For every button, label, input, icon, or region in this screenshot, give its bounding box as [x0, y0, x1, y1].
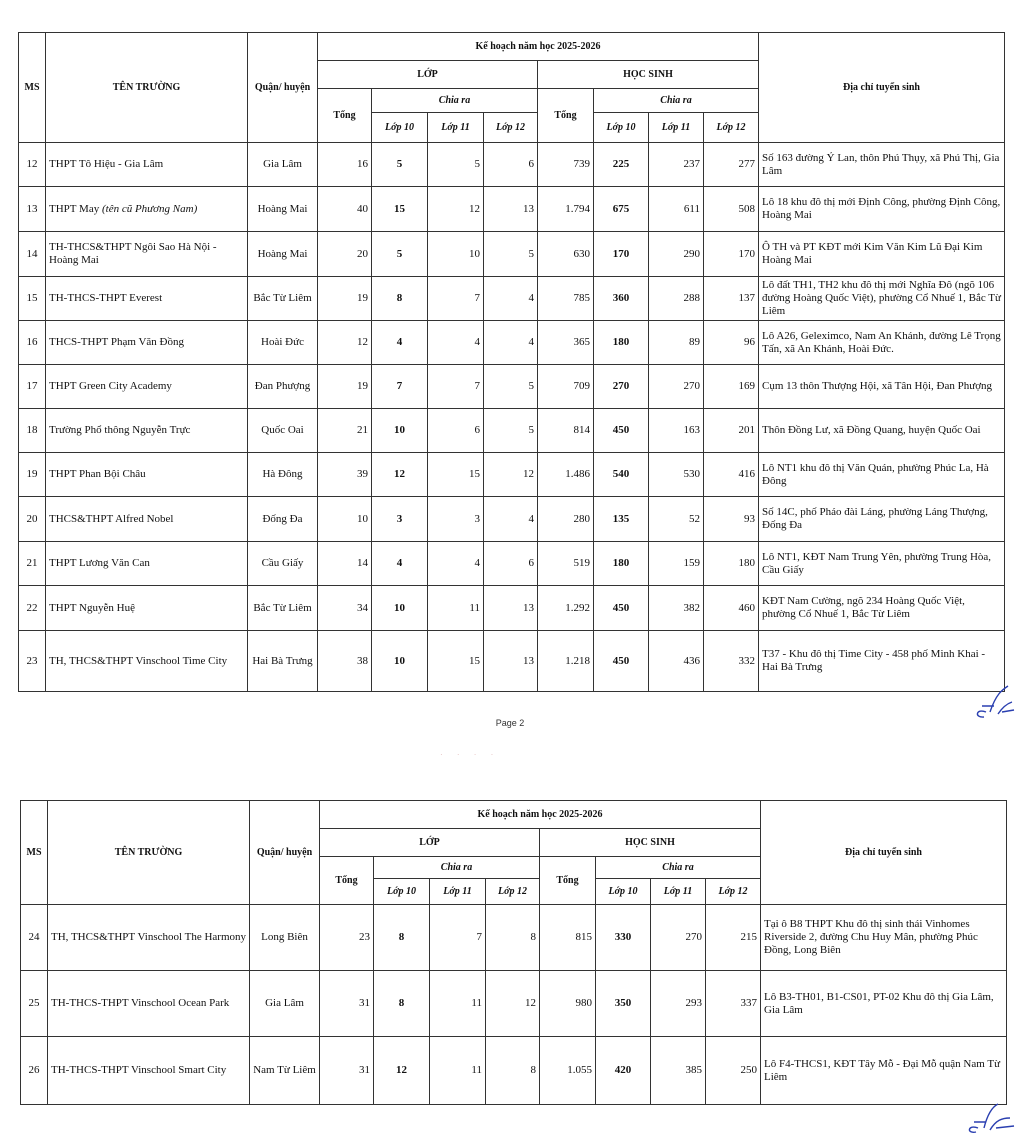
row-class-grade-10: 15 — [372, 187, 428, 232]
header-student-breakdown: Chia ra — [596, 857, 761, 879]
row-class-total: 10 — [318, 497, 372, 542]
row-address: Lô NT1, KĐT Nam Trung Yên, phường Trung Hòa, Cầu Giấy — [759, 542, 1005, 586]
school-name-text: THPT Lương Văn Can — [49, 557, 150, 569]
row-student-total: 785 — [538, 277, 594, 321]
enrollment-table-page-2 — [18, 32, 1005, 692]
row-student-grade-10: 360 — [594, 277, 649, 321]
row-student-grade-11: 270 — [651, 905, 706, 971]
school-name-text: TH-THCS-THPT Vinschool Ocean Park — [51, 997, 230, 1009]
row-class-grade-11: 11 — [430, 971, 486, 1037]
row-school-name — [46, 187, 248, 232]
row-school-name — [48, 905, 250, 971]
school-name-text: THPT Tô Hiệu - Gia Lâm — [49, 158, 164, 170]
row-student-total: 1.055 — [540, 1037, 596, 1105]
row-address: Thôn Đồng Lư, xã Đồng Quang, huyện Quốc Oai — [759, 409, 1005, 453]
row-school-name — [46, 409, 248, 453]
header-student-grade-12: Lớp 12 — [706, 879, 761, 905]
row-class-grade-11: 11 — [430, 1037, 486, 1105]
row-school-name — [46, 453, 248, 497]
row-student-grade-10: 450 — [594, 631, 649, 692]
row-student-grade-11: 611 — [649, 187, 704, 232]
table-row — [19, 631, 1005, 692]
table-row — [19, 277, 1005, 321]
row-district: Long Biên — [250, 905, 320, 971]
header-class-total: Tổng — [318, 89, 372, 143]
row-class-grade-12: 5 — [484, 409, 538, 453]
row-ms: 13 — [19, 187, 46, 232]
row-class-grade-11: 6 — [428, 409, 484, 453]
table-body — [21, 905, 1007, 1105]
row-student-grade-12: 180 — [704, 542, 759, 586]
header-student-grade-11: Lớp 11 — [649, 113, 704, 143]
header-district: Quận/ huyện — [250, 801, 320, 905]
row-class-grade-11: 4 — [428, 321, 484, 365]
row-ms: 14 — [19, 232, 46, 277]
row-student-grade-12: 250 — [706, 1037, 761, 1105]
header-student-grade-10: Lớp 10 — [596, 879, 651, 905]
signature-mark — [968, 684, 1018, 720]
header-students: HỌC SINH — [538, 61, 759, 89]
header-address: Địa chỉ tuyển sinh — [761, 801, 1007, 905]
row-class-grade-12: 4 — [484, 277, 538, 321]
row-class-grade-10: 10 — [372, 631, 428, 692]
row-school-name — [46, 365, 248, 409]
row-student-total: 980 — [540, 971, 596, 1037]
header-class-grade-10: Lớp 10 — [372, 113, 428, 143]
row-class-total: 16 — [318, 143, 372, 187]
row-student-total: 1.218 — [538, 631, 594, 692]
row-district: Bắc Từ Liêm — [248, 277, 318, 321]
row-student-grade-12: 416 — [704, 453, 759, 497]
row-address: Lô B3-TH01, B1-CS01, PT-02 Khu đô thị Gia Lâm, Gia Lâm — [761, 971, 1007, 1037]
row-class-total: 39 — [318, 453, 372, 497]
row-student-grade-12: 460 — [704, 586, 759, 631]
row-district: Bắc Từ Liêm — [248, 586, 318, 631]
row-student-grade-11: 436 — [649, 631, 704, 692]
row-student-grade-10: 675 — [594, 187, 649, 232]
header-school-name: TÊN TRƯỜNG — [46, 33, 248, 143]
header-classes: LỚP — [320, 829, 540, 857]
row-student-grade-11: 52 — [649, 497, 704, 542]
row-student-grade-12: 170 — [704, 232, 759, 277]
row-school-name — [46, 586, 248, 631]
header-classes: LỚP — [318, 61, 538, 89]
row-class-grade-12: 5 — [484, 232, 538, 277]
row-student-grade-11: 89 — [649, 321, 704, 365]
row-student-grade-10: 225 — [594, 143, 649, 187]
row-school-name — [46, 542, 248, 586]
row-student-grade-11: 163 — [649, 409, 704, 453]
enrollment-table-page-3 — [20, 800, 1007, 1105]
school-name-text: TH-THCS-THPT Everest — [49, 292, 163, 304]
row-student-total: 519 — [538, 542, 594, 586]
school-name-text: TH-THCS-THPT Vinschool Smart City — [51, 1064, 227, 1076]
table-row — [19, 497, 1005, 542]
row-student-grade-12: 215 — [706, 905, 761, 971]
table-row — [21, 971, 1007, 1037]
row-district: Hoàng Mai — [248, 187, 318, 232]
row-address: T37 - Khu đô thị Time City - 458 phố Minh Khai - Hai Bà Trưng — [759, 631, 1005, 692]
row-address: Số 14C, phố Pháo đài Láng, phường Láng Thượng, Đống Đa — [759, 497, 1005, 542]
row-school-name — [46, 631, 248, 692]
row-student-grade-11: 288 — [649, 277, 704, 321]
row-ms: 23 — [19, 631, 46, 692]
table-row — [19, 409, 1005, 453]
row-class-grade-12: 8 — [486, 905, 540, 971]
header-class-grade-12: Lớp 12 — [484, 113, 538, 143]
row-class-grade-12: 13 — [484, 631, 538, 692]
row-address: Lô A26, Geleximco, Nam An Khánh, đường Lê Trọng Tấn, xã An Khánh, Hoài Đức. — [759, 321, 1005, 365]
row-ms: 19 — [19, 453, 46, 497]
row-student-total: 1.486 — [538, 453, 594, 497]
row-class-grade-11: 7 — [430, 905, 486, 971]
row-student-grade-11: 293 — [651, 971, 706, 1037]
row-student-total: 709 — [538, 365, 594, 409]
header-student-total: Tổng — [538, 89, 594, 143]
row-student-grade-10: 350 — [596, 971, 651, 1037]
row-class-grade-11: 10 — [428, 232, 484, 277]
school-name-text: THPT May — [49, 202, 102, 215]
table-row — [21, 905, 1007, 971]
row-class-total: 31 — [320, 1037, 374, 1105]
row-ms: 20 — [19, 497, 46, 542]
row-ms: 17 — [19, 365, 46, 409]
row-student-grade-11: 237 — [649, 143, 704, 187]
row-student-grade-10: 450 — [594, 409, 649, 453]
table-row — [19, 586, 1005, 631]
row-class-grade-10: 4 — [372, 542, 428, 586]
row-student-grade-10: 450 — [594, 586, 649, 631]
row-district: Hoài Đức — [248, 321, 318, 365]
row-class-grade-10: 7 — [372, 365, 428, 409]
row-district: Cầu Giấy — [248, 542, 318, 586]
row-student-total: 815 — [540, 905, 596, 971]
row-student-grade-12: 201 — [704, 409, 759, 453]
header-class-breakdown: Chia ra — [372, 89, 538, 113]
header-student-total: Tổng — [540, 857, 596, 905]
school-name-text: THPT Green City Academy — [49, 380, 172, 392]
row-student-grade-12: 93 — [704, 497, 759, 542]
row-class-grade-12: 12 — [484, 453, 538, 497]
row-class-grade-11: 7 — [428, 365, 484, 409]
table-row — [19, 143, 1005, 187]
table-row — [19, 453, 1005, 497]
row-student-grade-12: 277 — [704, 143, 759, 187]
row-student-total: 630 — [538, 232, 594, 277]
school-name-text: TH-THCS&THPT Ngôi Sao Hà Nội - Hoàng Mai — [49, 241, 217, 266]
header-address: Địa chỉ tuyển sinh — [759, 33, 1005, 143]
header-student-grade-11: Lớp 11 — [651, 879, 706, 905]
row-student-grade-11: 530 — [649, 453, 704, 497]
row-class-grade-11: 4 — [428, 542, 484, 586]
row-district: Gia Lâm — [248, 143, 318, 187]
row-class-total: 40 — [318, 187, 372, 232]
row-district: Gia Lâm — [250, 971, 320, 1037]
row-student-grade-12: 137 — [704, 277, 759, 321]
row-address: Ô TH và PT KĐT mới Kim Văn Kim Lũ Đại Kim Hoàng Mai — [759, 232, 1005, 277]
school-name-text: TH, THCS&THPT Vinschool The Harmony — [51, 931, 246, 943]
row-class-grade-11: 15 — [428, 453, 484, 497]
row-ms: 25 — [21, 971, 48, 1037]
header-student-grade-12: Lớp 12 — [704, 113, 759, 143]
row-class-grade-11: 5 — [428, 143, 484, 187]
row-class-grade-12: 12 — [486, 971, 540, 1037]
row-class-grade-10: 3 — [372, 497, 428, 542]
row-school-name — [46, 277, 248, 321]
row-class-grade-11: 7 — [428, 277, 484, 321]
row-student-grade-10: 135 — [594, 497, 649, 542]
row-address: Lô đất TH1, TH2 khu đô thị mới Nghĩa Đô (ngõ 106 đường Hoàng Quốc Việt), phường Cổ Nhuế 1, Bắc Từ Liêm — [759, 277, 1005, 321]
row-student-grade-11: 382 — [649, 586, 704, 631]
row-class-grade-12: 6 — [484, 542, 538, 586]
row-address: Lô 18 khu đô thị mới Định Công, phường Định Công, Hoàng Mai — [759, 187, 1005, 232]
row-school-name — [46, 321, 248, 365]
table-row — [19, 321, 1005, 365]
row-class-grade-11: 12 — [428, 187, 484, 232]
row-school-name — [48, 971, 250, 1037]
row-school-name — [46, 143, 248, 187]
row-address: Số 163 đường Ỷ Lan, thôn Phú Thụy, xã Phú Thị, Gia Lâm — [759, 143, 1005, 187]
row-student-grade-12: 508 — [704, 187, 759, 232]
row-student-total: 1.794 — [538, 187, 594, 232]
row-school-name — [48, 1037, 250, 1105]
school-name-text: Trường Phổ thông Nguyễn Trực — [49, 424, 191, 436]
school-name-text: THPT Nguyễn Huệ — [49, 601, 135, 614]
header-student-breakdown: Chia ra — [594, 89, 759, 113]
row-ms: 26 — [21, 1037, 48, 1105]
row-school-name — [46, 497, 248, 542]
row-ms: 24 — [21, 905, 48, 971]
row-ms: 21 — [19, 542, 46, 586]
row-class-total: 19 — [318, 277, 372, 321]
row-class-grade-10: 10 — [372, 409, 428, 453]
table-row — [19, 187, 1005, 232]
table-row — [21, 1037, 1007, 1105]
row-student-total: 1.292 — [538, 586, 594, 631]
row-class-grade-10: 5 — [372, 232, 428, 277]
header-student-grade-10: Lớp 10 — [594, 113, 649, 143]
header-class-breakdown: Chia ra — [374, 857, 540, 879]
school-name-text: TH, THCS&THPT Vinschool Time City — [49, 654, 228, 667]
row-ms: 16 — [19, 321, 46, 365]
row-address: Tại ô B8 THPT Khu đô thị sinh thái Vinhomes Riverside 2, đường Chu Huy Mân, phường Phúc Đồng, Long Biên — [761, 905, 1007, 971]
row-student-grade-12: 337 — [706, 971, 761, 1037]
row-class-total: 14 — [318, 542, 372, 586]
row-class-grade-10: 4 — [372, 321, 428, 365]
row-student-grade-10: 540 — [594, 453, 649, 497]
header-school-name: TÊN TRƯỜNG — [48, 801, 250, 905]
row-district: Đống Đa — [248, 497, 318, 542]
row-ms: 18 — [19, 409, 46, 453]
row-district: Hai Bà Trưng — [248, 631, 318, 692]
row-class-grade-12: 8 — [486, 1037, 540, 1105]
row-address: KĐT Nam Cường, ngõ 234 Hoàng Quốc Việt, phường Cổ Nhuế 1, Bắc Từ Liêm — [759, 586, 1005, 631]
school-name-text: THCS-THPT Phạm Văn Đồng — [49, 336, 184, 348]
header-class-grade-11: Lớp 11 — [428, 113, 484, 143]
row-student-grade-12: 169 — [704, 365, 759, 409]
header-plan-year: Kế hoạch năm học 2025-2026 — [318, 33, 759, 61]
header-ms: MS — [19, 33, 46, 143]
row-district: Hoàng Mai — [248, 232, 318, 277]
row-class-grade-10: 5 — [372, 143, 428, 187]
row-class-total: 19 — [318, 365, 372, 409]
row-class-total: 12 — [318, 321, 372, 365]
table-body — [19, 143, 1005, 692]
row-student-grade-10: 270 — [594, 365, 649, 409]
row-student-total: 280 — [538, 497, 594, 542]
row-class-grade-12: 13 — [484, 187, 538, 232]
header-plan-year: Kế hoạch năm học 2025-2026 — [320, 801, 761, 829]
row-student-grade-11: 290 — [649, 232, 704, 277]
row-student-total: 739 — [538, 143, 594, 187]
row-student-grade-12: 96 — [704, 321, 759, 365]
school-name-note: (tên cũ Phương Nam) — [101, 202, 198, 215]
row-class-total: 34 — [318, 586, 372, 631]
print-smudge: · · · · — [440, 750, 500, 759]
row-class-grade-10: 12 — [372, 453, 428, 497]
row-address: Cụm 13 thôn Thượng Hội, xã Tân Hội, Đan Phượng — [759, 365, 1005, 409]
row-student-total: 814 — [538, 409, 594, 453]
row-ms: 12 — [19, 143, 46, 187]
row-class-grade-12: 13 — [484, 586, 538, 631]
row-district: Hà Đông — [248, 453, 318, 497]
row-class-grade-12: 6 — [484, 143, 538, 187]
row-student-grade-11: 270 — [649, 365, 704, 409]
table-row — [19, 365, 1005, 409]
table-row — [19, 542, 1005, 586]
row-district: Đan Phượng — [248, 365, 318, 409]
row-student-grade-10: 170 — [594, 232, 649, 277]
page-label: Page 2 — [495, 718, 525, 728]
row-class-grade-11: 15 — [428, 631, 484, 692]
row-class-grade-10: 8 — [374, 971, 430, 1037]
row-student-grade-12: 332 — [704, 631, 759, 692]
row-student-grade-10: 180 — [594, 321, 649, 365]
row-address: Lô NT1 khu đô thị Văn Quán, phường Phúc La, Hà Đông — [759, 453, 1005, 497]
row-class-grade-11: 3 — [428, 497, 484, 542]
row-class-total: 23 — [320, 905, 374, 971]
row-class-grade-12: 5 — [484, 365, 538, 409]
row-ms: 22 — [19, 586, 46, 631]
header-ms: MS — [21, 801, 48, 905]
header-district: Quận/ huyện — [248, 33, 318, 143]
row-class-grade-10: 8 — [374, 905, 430, 971]
row-student-grade-10: 180 — [594, 542, 649, 586]
row-student-grade-11: 385 — [651, 1037, 706, 1105]
header-students: HỌC SINH — [540, 829, 761, 857]
row-student-total: 365 — [538, 321, 594, 365]
header-class-grade-10: Lớp 10 — [374, 879, 430, 905]
school-name-text: THCS&THPT Alfred Nobel — [49, 512, 174, 525]
row-class-grade-11: 11 — [428, 586, 484, 631]
school-name-text: THPT Phan Bội Châu — [49, 468, 146, 480]
signature-mark — [962, 1098, 1018, 1134]
row-class-total: 38 — [318, 631, 372, 692]
row-ms: 15 — [19, 277, 46, 321]
row-student-grade-10: 420 — [596, 1037, 651, 1105]
row-district: Nam Từ Liêm — [250, 1037, 320, 1105]
header-class-grade-12: Lớp 12 — [486, 879, 540, 905]
row-class-grade-10: 10 — [372, 586, 428, 631]
row-school-name — [46, 232, 248, 277]
row-class-total: 21 — [318, 409, 372, 453]
row-class-total: 31 — [320, 971, 374, 1037]
row-class-grade-12: 4 — [484, 321, 538, 365]
row-class-grade-10: 8 — [372, 277, 428, 321]
table-row — [19, 232, 1005, 277]
header-class-grade-11: Lớp 11 — [430, 879, 486, 905]
row-address: Lô F4-THCS1, KĐT Tây Mỗ - Đại Mỗ quận Nam Từ Liêm — [761, 1037, 1007, 1105]
row-student-grade-11: 159 — [649, 542, 704, 586]
row-district: Quốc Oai — [248, 409, 318, 453]
row-class-total: 20 — [318, 232, 372, 277]
header-class-total: Tổng — [320, 857, 374, 905]
row-class-grade-10: 12 — [374, 1037, 430, 1105]
row-class-grade-12: 4 — [484, 497, 538, 542]
row-student-grade-10: 330 — [596, 905, 651, 971]
